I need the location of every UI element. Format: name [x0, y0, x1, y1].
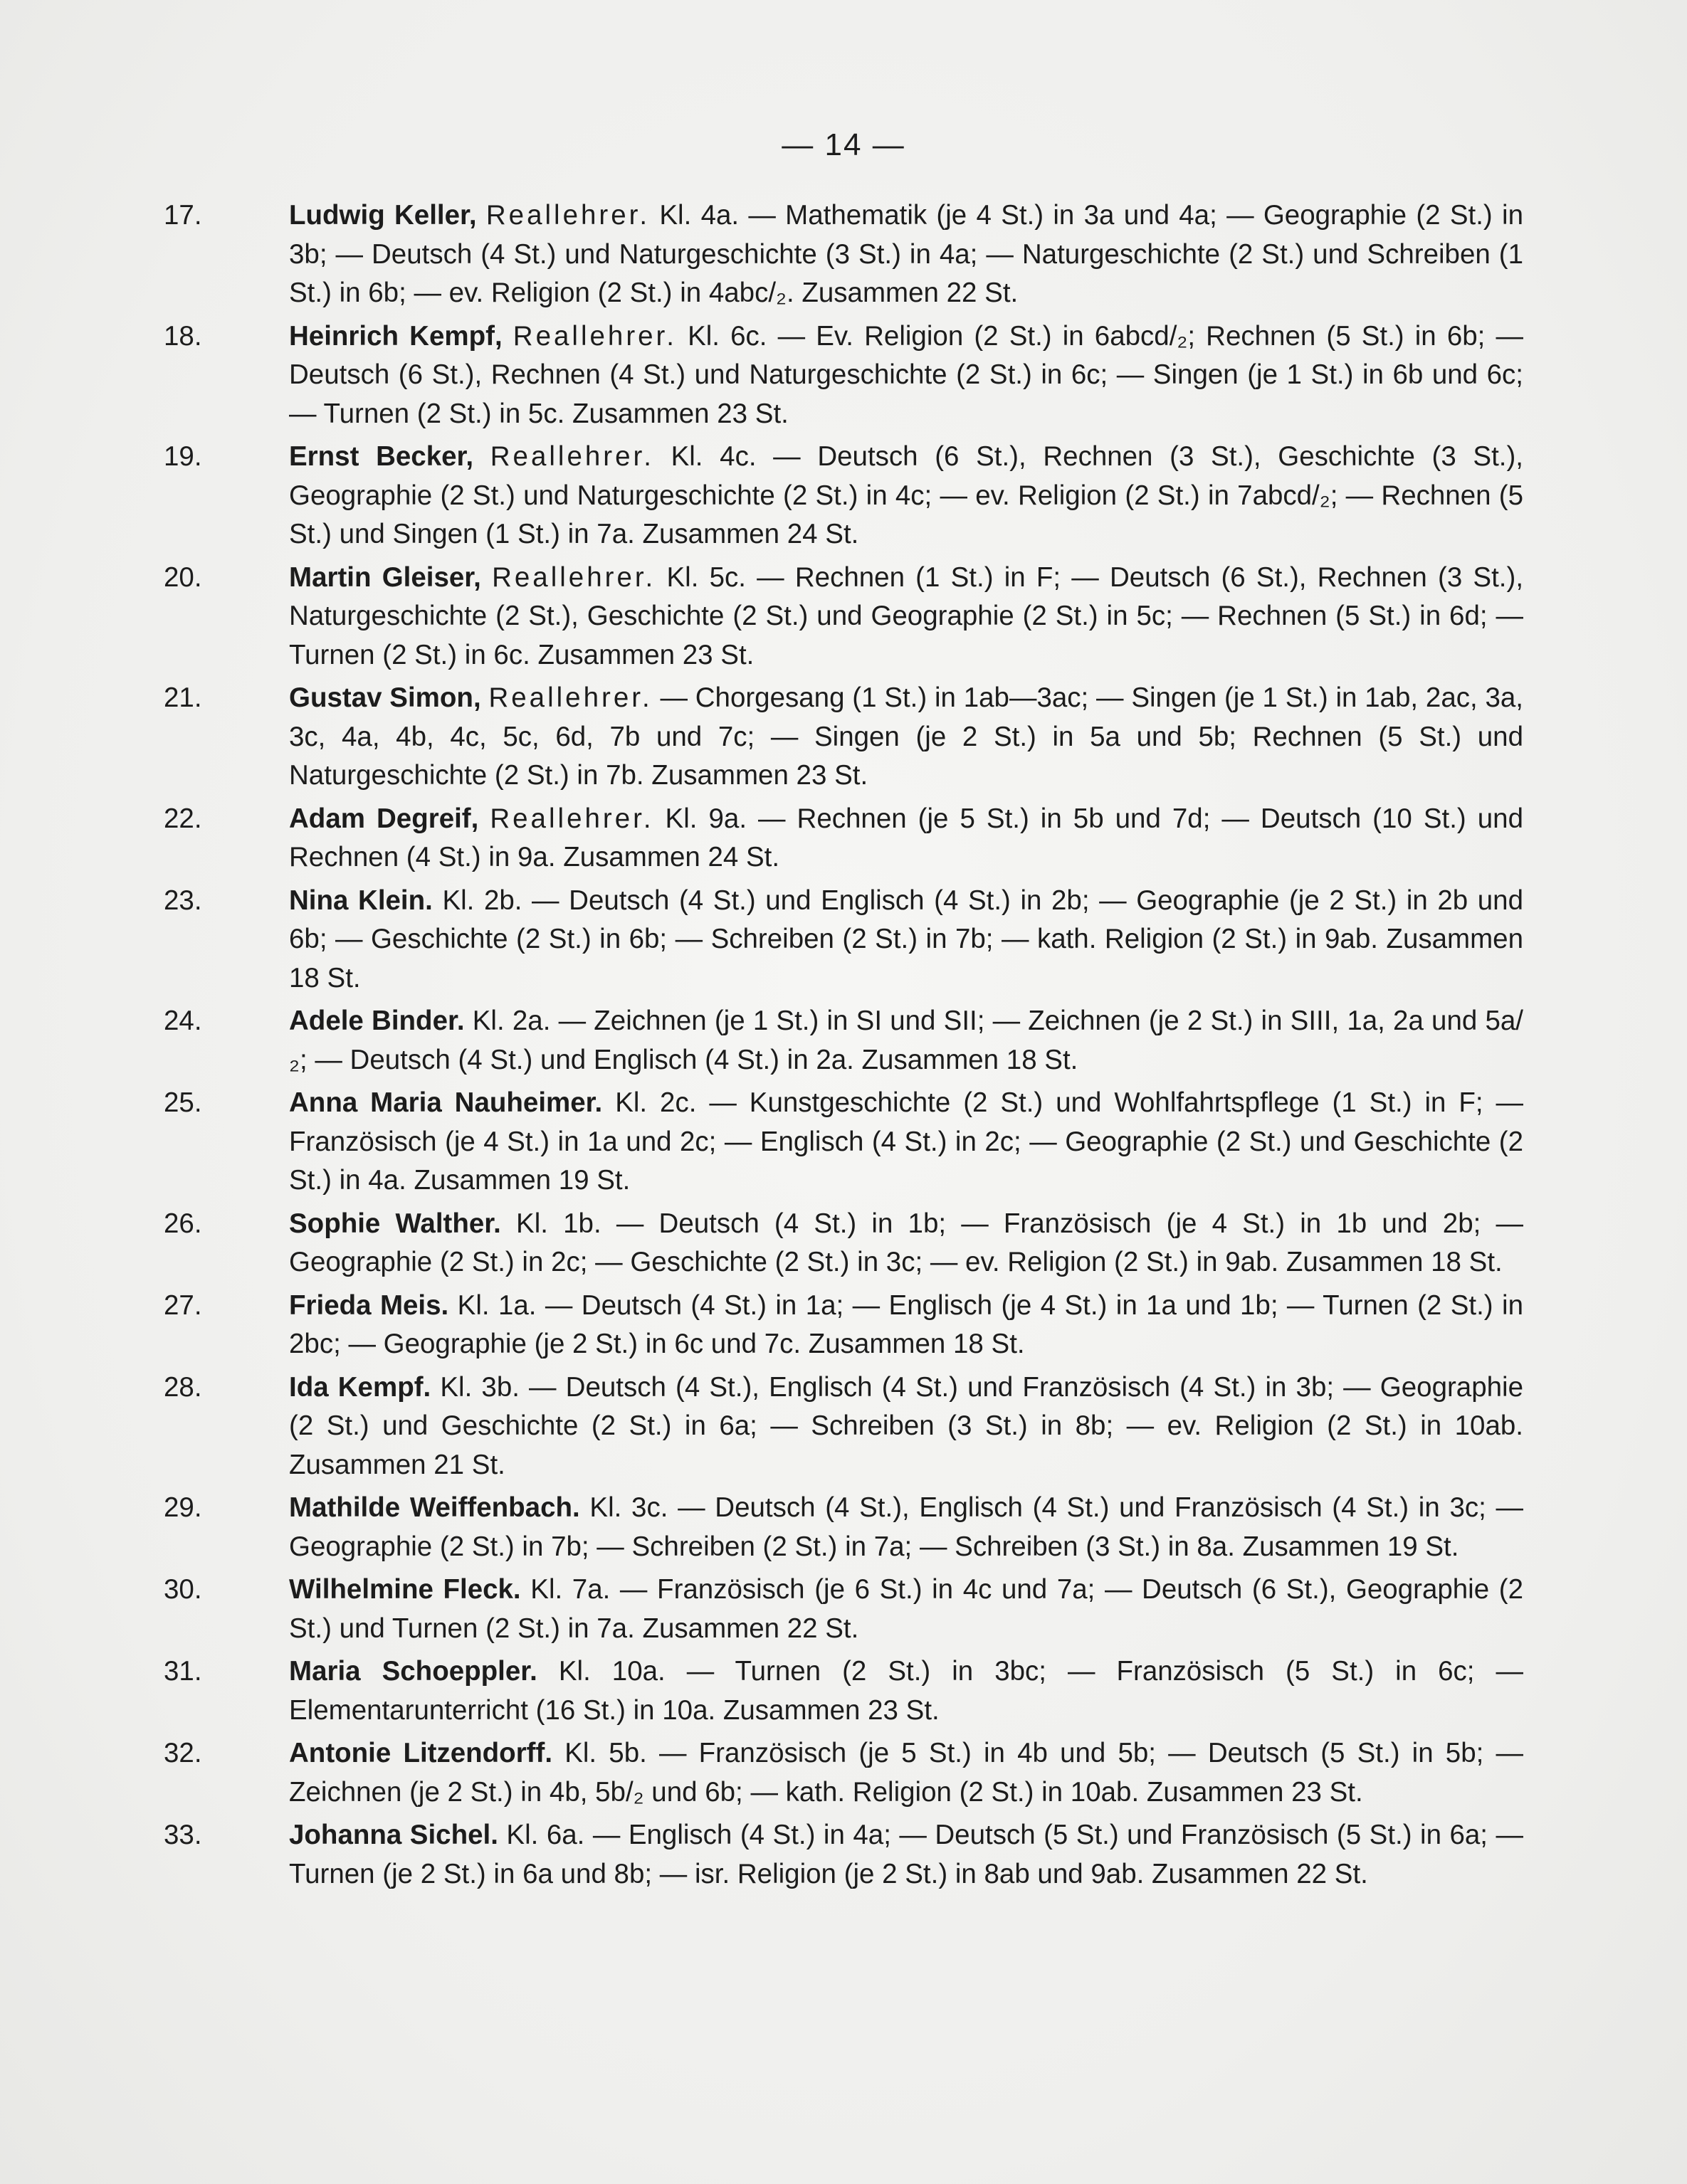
staff-entry [164, 438, 1523, 554]
assignment-text: Kl. 1b. — Deutsch (4 St.) in 1b; — Französisch (je 4 St.) in 1b und 2b; — Geographie (2 St.) in 2c; — Geschichte (2 St.) in 3c; — ev. Religion (2 St.) in 9ab. Zusammen 18 St. [289, 1208, 1524, 1277]
staff-entry [164, 1002, 1523, 1080]
entry-number: 30. [164, 1574, 202, 1605]
assignment-text: Kl. 2c. — Kunstgeschichte (2 St.) und Wohlfahrtspflege (1 St.) in F; — Französisch (je 4 St.) in 1a und 2c; — Englisch (4 St.) in 2c; — Geographie (2 St.) und Geschichte (2 St.) in 4a. Zusammen 19 St. [289, 1087, 1524, 1196]
assignment-text: Kl. 3c. — Deutsch (4 St.), Englisch (4 St.) und Französisch (4 St.) in 3c; — Geographie (2 St.) in 7b; — Schreiben (2 St.) in 7a; — Schreiben (3 St.) in 8a. Zusammen 19 St. [289, 1492, 1524, 1562]
teacher-name: Frieda Meis. [289, 1289, 449, 1321]
teacher-name: Maria Schoeppler. [289, 1656, 537, 1687]
teacher-title: Reallehrer. [490, 803, 654, 834]
staff-entry [164, 1571, 1523, 1648]
entry-number: 29. [164, 1492, 202, 1523]
entry-number: 20. [164, 561, 202, 593]
teacher-name: Gustav Simon, [289, 682, 481, 713]
teacher-title: Reallehrer. [492, 561, 656, 593]
staff-entry [164, 1205, 1523, 1282]
teacher-name: Sophie Walther. [289, 1208, 501, 1239]
staff-entry [164, 317, 1523, 434]
entry-number: 28. [164, 1371, 202, 1403]
assignment-text: Kl. 4c. — Deutsch (6 St.), Rechnen (3 St.), Geschichte (3 St.), Geographie (2 St.) und Naturgeschichte (2 St.) in 4c; — ev. Religion (2 St.) in 7abcd/₂; — Rechnen (5 St.) und Singen (1 St.) in 7a. Zusammen 24 St. [289, 441, 1523, 549]
teacher-name: Johanna Sichel. [289, 1820, 498, 1850]
entry-number: 22. [164, 803, 202, 834]
staff-entry [164, 882, 1523, 998]
entry-number: 25. [164, 1087, 202, 1118]
teacher-name: Ludwig Keller, [289, 200, 477, 231]
staff-entry [164, 1652, 1523, 1730]
assignment-text: Kl. 9a. — Rechnen (je 5 St.) in 5b und 7d; — Deutsch (10 St.) und Rechnen (4 St.) in 9a. Zusammen 24 St. [289, 803, 1523, 872]
staff-entry [164, 1368, 1523, 1485]
teacher-name: Heinrich Kempf, [289, 320, 503, 352]
staff-list [164, 196, 1523, 1898]
assignment-text: Kl. 7a. — Französisch (je 6 St.) in 4c und 7a; — Deutsch (6 St.), Geographie (2 St.) und Turnen (2 St.) in 7a. Zusammen 22 St. [289, 1574, 1523, 1644]
teacher-name: Martin Gleiser, [289, 561, 481, 593]
staff-entry [164, 196, 1523, 313]
entry-number: 24. [164, 1006, 202, 1036]
assignment-text: — Chorgesang (1 St.) in 1ab—3ac; — Singen (je 1 St.) in 1ab, 2ac, 3a, 3c, 4a, 4b, 4c, 5c, 6d, 7b und 7c; — Singen (je 2 St.) in 5a und 5b; Rechnen (5 St.) und Naturgeschichte (2 St.) in 7b. Zusammen 23 St. [289, 682, 1524, 791]
teacher-name: Adele Binder. [289, 1006, 465, 1036]
entry-number: 32. [164, 1738, 202, 1768]
staff-entry [164, 1734, 1523, 1812]
teacher-name: Mathilde Weiffenbach. [289, 1492, 580, 1523]
assignment-text: Kl. 3b. — Deutsch (4 St.), Englisch (4 St.) und Französisch (4 St.) in 3b; — Geographie (2 St.) und Geschichte (2 St.) in 6a; — Schreiben (3 St.) in 8b; — ev. Religion (2 St.) in 10ab. Zusammen 21 St. [289, 1371, 1523, 1480]
staff-entry [164, 559, 1523, 675]
assignment-text: Kl. 10a. — Turnen (2 St.) in 3bc; — Französisch (5 St.) in 6c; — Elementarunterricht (16 St.) in 10a. Zusammen 23 St. [289, 1656, 1524, 1726]
teacher-name: Adam Degreif, [289, 803, 479, 834]
teacher-name: Nina Klein. [289, 885, 433, 916]
entry-number: 18. [164, 320, 202, 352]
assignment-text: Kl. 5c. — Rechnen (1 St.) in F; — Deutsch (6 St.), Rechnen (3 St.), Naturgeschichte (2 St.), Geschichte (2 St.) und Geographie (2 St.) in 5c; — Rechnen (5 St.) in 6d; — Turnen (2 St.) in 6c. Zusammen 23 St. [289, 561, 1524, 670]
assignment-text: Kl. 1a. — Deutsch (4 St.) in 1a; — Englisch (je 4 St.) in 1a und 1b; — Turnen (2 St.) in 2bc; — Geographie (je 2 St.) in 6c und 7c. Zusammen 18 St. [289, 1289, 1523, 1359]
assignment-text: Kl. 4a. — Mathematik (je 4 St.) in 3a und 4a; — Geographie (2 St.) in 3b; — Deutsch (4 St.) und Naturgeschichte (3 St.) in 4a; — Naturgeschichte (2 St.) und Schreiben (1 St.) in 6b; — ev. Religion (2 St.) in 4abc/₂. Zusammen 22 St. [289, 200, 1524, 308]
teacher-name: Anna Maria Nauheimer. [289, 1087, 603, 1118]
teacher-name: Wilhelmine Fleck. [289, 1574, 521, 1605]
entry-number: 33. [164, 1820, 202, 1850]
teacher-title: Reallehrer. [513, 320, 677, 352]
teacher-title: Reallehrer. [488, 682, 653, 713]
assignment-text: Kl. 2b. — Deutsch (4 St.) und Englisch (4 St.) in 2b; — Geographie (je 2 St.) in 2b und 6b; — Geschichte (2 St.) in 6b; — Schreiben (2 St.) in 7b; — kath. Religion (2 St.) in 9ab. Zusammen 18 St. [289, 885, 1524, 993]
page-number: — 14 — [782, 127, 905, 162]
entry-number: 26. [164, 1208, 202, 1239]
staff-entry [164, 679, 1523, 796]
entry-number: 21. [164, 682, 202, 713]
entry-number: 31. [164, 1656, 202, 1687]
entry-number: 19. [164, 441, 202, 472]
assignment-text: Kl. 5b. — Französisch (je 5 St.) in 4b und 5b; — Deutsch (5 St.) in 5b; — Zeichnen (je 2 St.) in 4b, 5b/₂ und 6b; — kath. Religion (2 St.) in 10ab. Zusammen 23 St. [289, 1738, 1523, 1808]
staff-entry [164, 1084, 1523, 1201]
staff-entry [164, 1287, 1523, 1364]
assignment-text: Kl. 2a. — Zeichnen (je 1 St.) in SI und SII; — Zeichnen (je 2 St.) in SIII, 1a, 2a und 5a/₂; — Deutsch (4 St.) und Englisch (4 St.) in 2a. Zusammen 18 St. [289, 1006, 1524, 1075]
teacher-name: Ida Kempf. [289, 1371, 431, 1403]
teacher-title: Reallehrer. [485, 200, 651, 231]
entry-number: 17. [164, 200, 202, 231]
assignment-text: Kl. 6c. — Ev. Religion (2 St.) in 6abcd/₂; Rechnen (5 St.) in 6b; — Deutsch (6 St.), Rechnen (4 St.) und Naturgeschichte (2 St.) in 6c; — Singen (je 1 St.) in 6b und 6c; — Turnen (2 St.) in 5c. Zusammen 23 St. [289, 320, 1523, 429]
staff-entry [164, 800, 1523, 877]
staff-entry [164, 1489, 1523, 1566]
teacher-title: Reallehrer. [490, 441, 654, 472]
teacher-name: Ernst Becker, [289, 441, 474, 472]
entry-number: 27. [164, 1289, 202, 1321]
staff-entry [164, 1816, 1523, 1894]
assignment-text: Kl. 6a. — Englisch (4 St.) in 4a; — Deutsch (5 St.) und Französisch (5 St.) in 6a; — Turnen (je 2 St.) in 6a und 8b; — isr. Religion (je 2 St.) in 8ab und 9ab. Zusammen 22 St. [289, 1820, 1523, 1889]
entry-number: 23. [164, 885, 202, 916]
teacher-name: Antonie Litzendorff. [289, 1738, 553, 1768]
